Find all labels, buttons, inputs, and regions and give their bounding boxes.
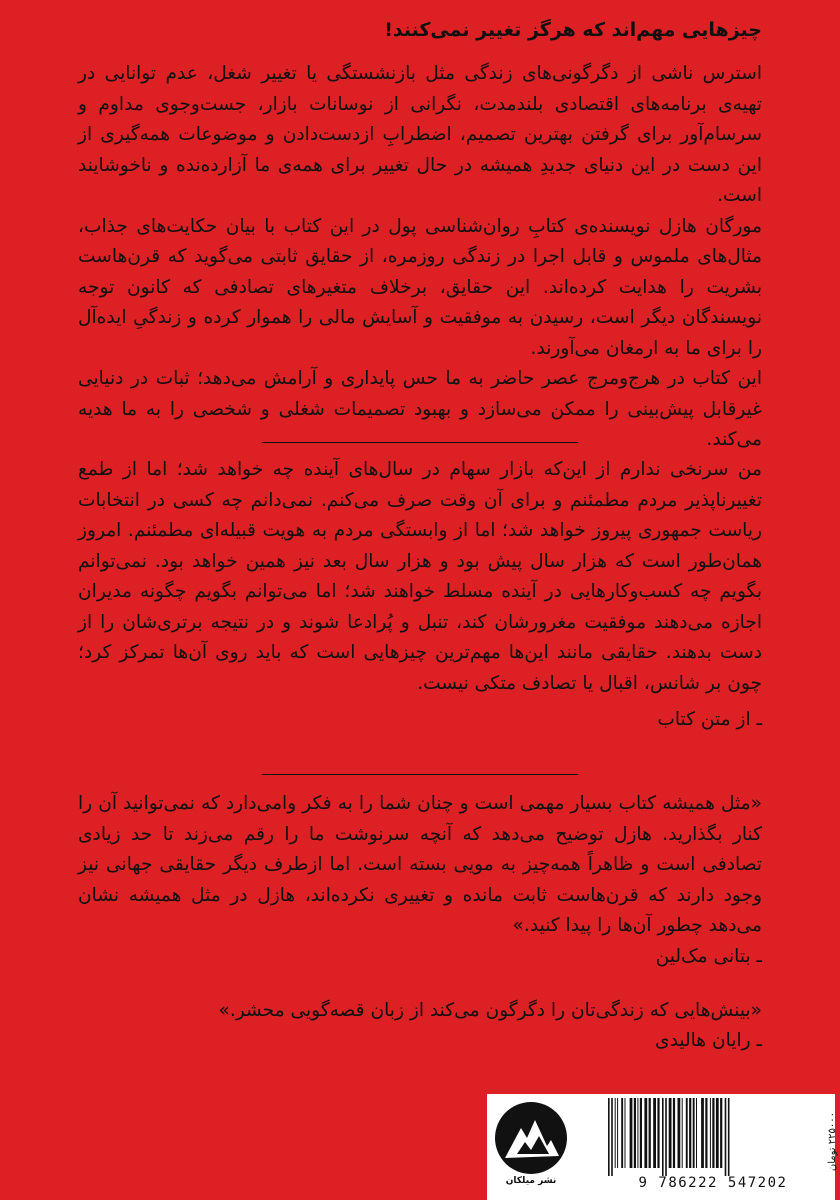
barcode-icon: [604, 1098, 822, 1176]
intro-paragraph-2: مورگان هازل نویسنده‌ی کتابِ روان‌شناسی پول در این کتاب با بیان حکایت‌های جذاب، مثال‌های ملموس و قابل اجرا در زندگی روزمره، از حقایق ثابتی می‌گوید که قرن‌هاست بشریت را هدایت کرده‌اند. این حقایق، برخلاف متغیرهای تصادفی که کانون توجه نویسندگان دیگر است، رسیدن به موفقیت و آسایش مالی را هموار کرده و زندگیِ ایده‌آل را برای ما به ارمغان می‌آورند.: [78, 215, 762, 359]
excerpt-source: ـ از متن کتاب: [657, 709, 762, 730]
intro-section: [78, 59, 762, 456]
quote-2-author: ـ رایان هالیدی: [655, 1030, 762, 1051]
price-tag: ۲۲۵۰۰۰ تومان: [827, 1112, 838, 1172]
divider-top: [262, 442, 578, 443]
publisher-name: نشر میلکان: [505, 1176, 557, 1186]
excerpt-section: [78, 455, 762, 735]
quote-1-author: ـ بتانی مک‌لین: [655, 945, 762, 967]
publisher-logo-icon: [493, 1094, 569, 1184]
quote-2-text: «بینش‌هایی که زندگی‌تان را دگرگون می‌کند از زبان قصه‌گویی محشر.»: [218, 999, 762, 1021]
quote-1-text: «مثل همیشه کتاب بسیار مهمی است و چنان شما را به فکر وامی‌دارد که نمی‌توانید آن را کنار بگذارید. هازل توضیح می‌دهد که آنچه سرنوشت ما را رقم می‌زند تا حد زیادی تصادفی است و ظاهراً همه‌چیز به مویی بسته است. اما ازطرف دیگر حقایقی جهانی نیز وجود دارند که قرن‌هاست ثابت مانده و تغییری نکرده‌اند، هازل در مثل همیشه نشان می‌دهد چطور آن‌ها را پیدا کنید.»: [78, 793, 762, 936]
intro-paragraph-1: استرس ناشی از دگرگونی‌های زندگی مثل بازنشستگی یا تغییر شغل، عدم توانایی در تهیه‌ی برنامه‌های اقتصادی بلندمدت، نگرانی از نوسانات بازار، جست‌وجوی مداوم و سرسام‌آور برای گرفتن بهترین تصمیم، اضطرابِ ازدست‌دادن و موضوعات همه‌گیری از این دست در این دنیای جدیدِ همیشه در حال تغییر برای همه‌ی ما آزارده‌نده و ناخوشایند است.: [78, 63, 762, 206]
isbn-number: 9 786222 547202: [638, 1175, 788, 1191]
divider-bottom: [262, 774, 578, 775]
excerpt-text: من سرنخی ندارم از این‌که بازار سهام در سال‌های آینده چه خواهد شد؛ اما از طمع تغییرناپذیر مردم مطمئنم و برای آن وقت صرف می‌کنم. نمی‌دانم چه کسی در انتخابات ریاست جمهوری پیروز خواهد شد؛ اما از وابستگی مردم به هویت قبیله‌ای مطمئنم. امروز همان‌طور است که هزار سال پیش بود و هزار سال بعد نیز همین خواهد بود. نمی‌توانم بگویم چه کسب‌وکارهایی در آینده مسلط خواهند شد؛ اما می‌توانم بگویم چگونه مدیران اجازه می‌دهند موفقیت مغرورشان کند، تنبل و پُرادعا شوند و در نتیجه برتری‌شان را از دست بدهند. حقایقی مانند این‌ها مهم‌ترین چیزهایی است که باید روی آن‌ها تمرکز کرد؛ چون بر شانس، اقبال یا تصادف متکی نیست.: [78, 459, 762, 694]
headline: چیزهایی مهم‌اند که هرگز تغییر نمی‌کنند!: [384, 19, 762, 41]
intro-paragraph-3: این کتاب در هرج‌ومرج عصر حاضر به ما حس پایداری و آرامش می‌دهد؛ ثبات در دنیایی غیرقابل پیش‌بینی را ممکن می‌سازد و بهبود تصمیمات شغلی و شخصی را به ما هدیه می‌کند.: [78, 368, 762, 450]
quotes-section: [78, 789, 762, 1056]
